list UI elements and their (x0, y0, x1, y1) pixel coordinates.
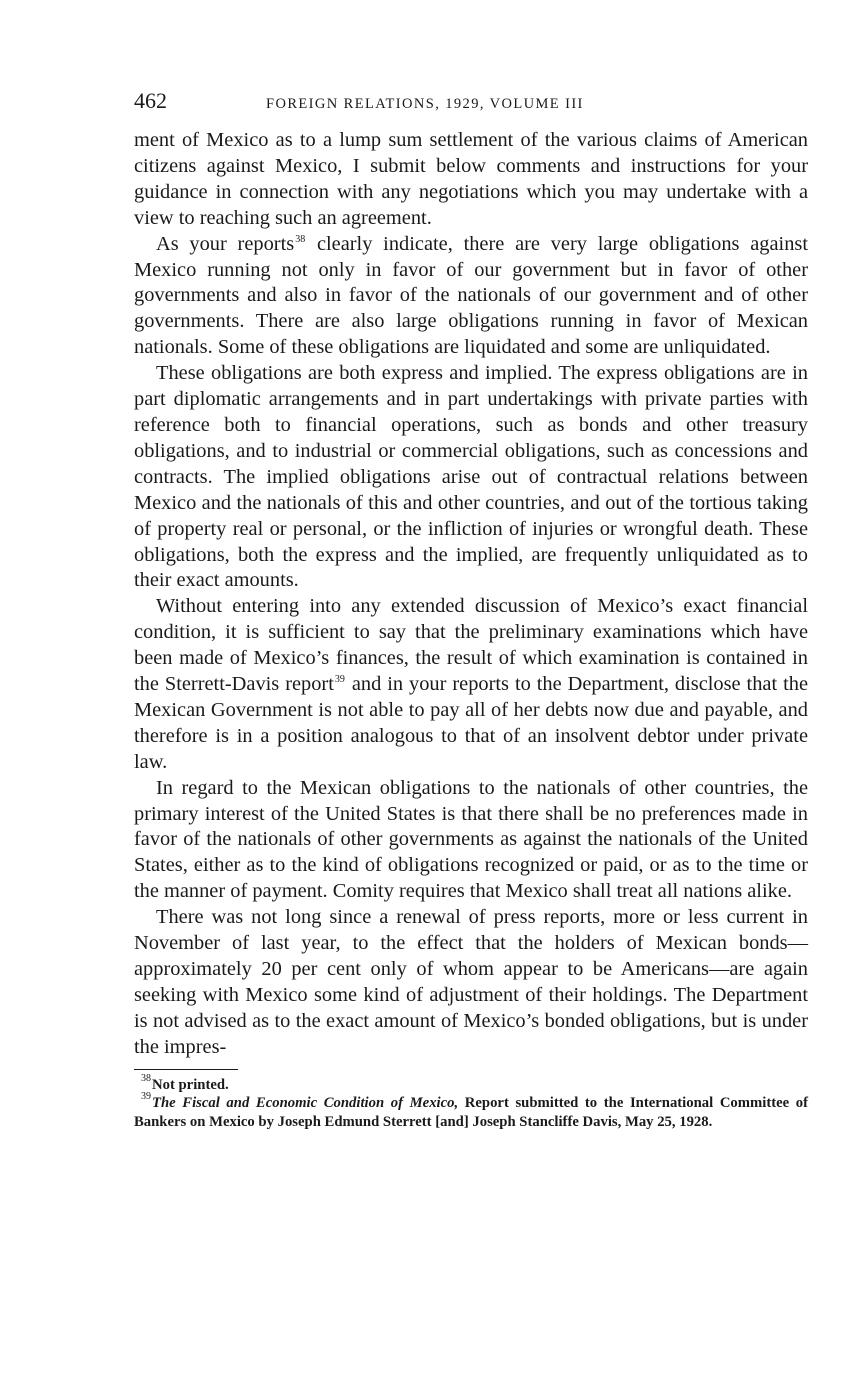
paragraph-4 (134, 594, 808, 775)
footnote-title: The Fiscal and Economic Condition of Mexico, (152, 1095, 459, 1112)
paragraph-3 (134, 361, 808, 594)
paragraph-1 (134, 128, 808, 232)
footnote-text: Report submitted to the International Committee of Bankers on Mexico by Joseph Edmund Sterrett [and] Joseph Stancliffe Davis, May 25, 1928. (134, 1095, 808, 1130)
paragraph-text: There was not long since a renewal of press reports, more or less current in November of last year, to the effect that the holders of Mexican bonds—approximately 20 per cent only of whom appear to be Americans—are again seeking with Mexico some kind of adjustment of their holdings. The Department is not advised as to the exact amount of Mexico’s bonded obligations, but is under the impres- (134, 906, 808, 1058)
footnote-marker: 38 (141, 1072, 151, 1084)
footnote-39 (134, 1091, 808, 1131)
paragraph-text: As your reports (156, 232, 295, 255)
paragraph-2 (134, 232, 808, 362)
page-number: 462 (134, 88, 167, 113)
page-header (134, 88, 808, 120)
footnote-divider (134, 1069, 238, 1070)
footnote-marker: 39 (141, 1091, 151, 1103)
paragraph-6 (134, 905, 808, 1060)
footnotes (134, 1072, 808, 1132)
paragraph-text: In regard to the Mexican obligations to the nationals of other countries, the primary interest of the United States is that there shall be no preferences made in favor of the nationals of other governments as against the nationals of the United States, either as to the kind of obligations recognized or paid, or as to the time or the manner of payment. Comity requires that Mexico shall treat all nations alike. (134, 776, 808, 903)
footnote-ref-38: 38 (295, 233, 306, 245)
running-head: FOREIGN RELATIONS, 1929, VOLUME III (266, 96, 584, 112)
paragraph-text: Without entering into any extended discussion of Mexico’s exact financial condition, it is sufficient to say that the preliminary examinations which have been made of Mexico’s finances, the result of which examination is contained in the Sterrett-Davis report (134, 595, 808, 696)
paragraph-text: ment of Mexico as to a lump sum settlement of the various claims of American citizens against Mexico, I submit below comments and instructions for your guidance in connection with any negotiations which you may undertake with a view to reaching such an agreement. (134, 129, 808, 229)
body-text (134, 128, 808, 1061)
footnote-text: Not printed. (152, 1076, 229, 1093)
paragraph-text: These obligations are both express and implied. The express obligations are in part diplomatic arrangements and in part undertakings with private parties with reference both to financial operations, such as bonds and other treasury obligations, and to industrial or commercial obligations, such as concessions and contracts. The implied obligations arise out of contractual relations between Mexico and the nationals of this and other countries, and out of the tortious taking of property real or personal, or the infliction of injuries or wrongful death. These obligations, both the express and the implied, are frequently unliquidated as to their exact amounts. (134, 362, 808, 592)
footnote-ref-39: 39 (334, 674, 345, 686)
paragraph-text: clearly indicate, there are very large obligations against Mexico running not only in favor of our government but in favor of other governments and also in favor of the nationals of our government and of other governments. There are also large obligations running in favor of Mexican nationals. Some of these obligations are liquidated and some are unliquidated. (134, 232, 809, 359)
paragraph-5 (134, 776, 808, 906)
document-page (134, 88, 808, 1131)
footnote-38 (134, 1072, 808, 1095)
paragraph-text: and in your reports to the Department, disclose that the Mexican Government is not able to pay all of her debts now due and payable, and therefore is in a position analogous to that of an insolvent debtor under private law. (134, 673, 808, 773)
